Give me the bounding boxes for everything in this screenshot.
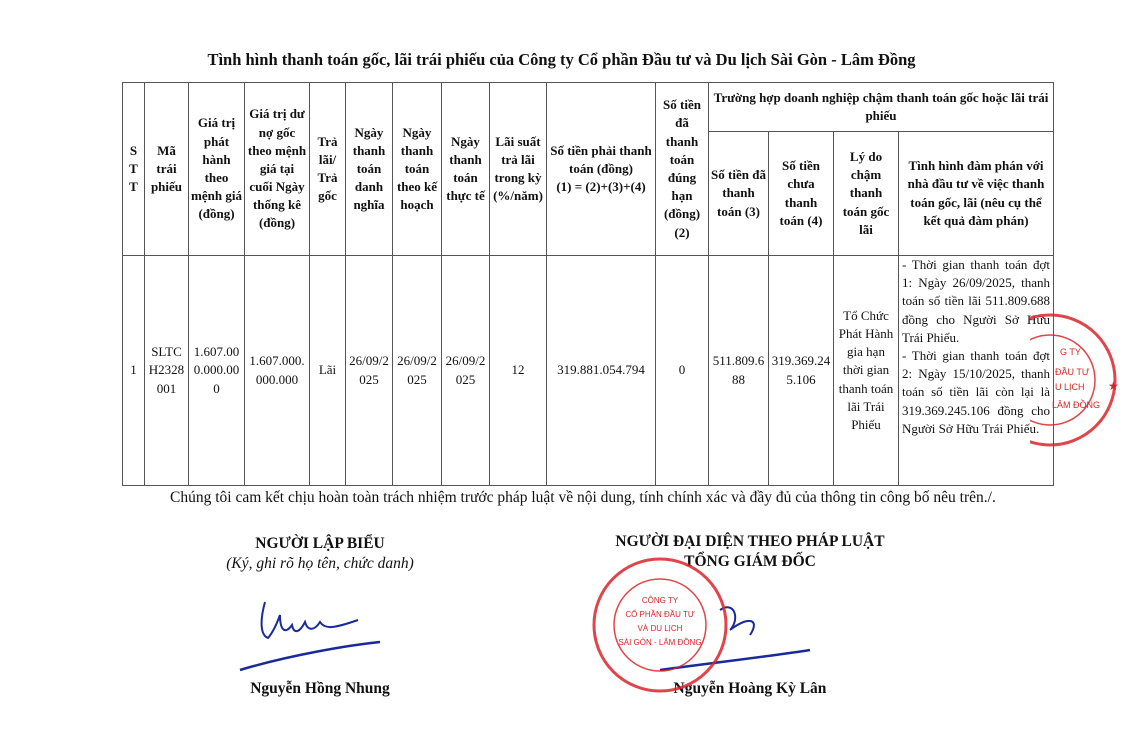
header-formula: (1) = (2)+(3)+(4) [556, 179, 646, 195]
cell-issue-value: 1.607.000.000.000 [189, 256, 245, 486]
svg-text:CÔNG TY: CÔNG TY [641, 596, 679, 605]
commitment-text: Chúng tôi cam kết chịu hoàn toàn trách nhiệm trước pháp luật về nội dung, tính chính xác và đầy đủ của thông tin công bố nêu trên./. [170, 489, 996, 506]
header-stt: S T T [123, 83, 145, 256]
svg-text:ĐẦU TƯ: ĐẦU TƯ [1055, 367, 1090, 377]
negotiation-phase-2: - Thời gian thanh toán đợt 2: Ngày 15/10/2025, thanh toán số tiền lãi còn lại là 319.369.245.106 đồng cho Người Sở Hữu Trái Phiếu. [902, 347, 1050, 436]
cell-paid: 511.809.688 [709, 256, 769, 486]
svg-text:G TY: G TY [1060, 347, 1081, 357]
header-pay-type: Trả lãi/ Trả gốc [310, 83, 346, 256]
svg-text:U LỊCH: U LỊCH [1055, 382, 1085, 392]
cell-actual-date: 26/09/2025 [442, 256, 490, 486]
header-amount-due-label: Số tiền phải thanh toán (đồng) [550, 142, 652, 176]
header-negotiation: Tình hình đàm phán với nhà đầu tư về việc thanh toán gốc, lãi (nêu cụ thể kết quả đàm phán) [899, 132, 1054, 256]
cell-pay-type: Lãi [310, 256, 346, 486]
cell-stt: 1 [123, 256, 145, 486]
header-nominal-date: Ngày thanh toán danh nghĩa [346, 83, 393, 256]
header-outstanding: Giá trị dư nợ gốc theo mệnh giá tại cuối Ngày thống kê (đồng) [245, 83, 310, 256]
header-late-reason: Lý do chậm thanh toán gốc lãi [834, 132, 899, 256]
company-stamp [590, 555, 730, 695]
header-amount-due [547, 83, 656, 256]
representative-title: TỔNG GIÁM ĐỐC [684, 553, 816, 570]
preparer-signature [230, 590, 390, 680]
cell-paid-on-time: 0 [656, 256, 709, 486]
negotiation-phase-1: - Thời gian thanh toán đợt 1: Ngày 26/09/2025, thanh toán số tiền lãi 511.809.688 đồng cho Người Sở Hữu Trái Phiếu. [902, 257, 1050, 345]
header-unpaid: Số tiền chưa thanh toán (4) [769, 132, 834, 256]
bond-payment-table [122, 82, 1054, 486]
left-signature-block [200, 535, 440, 573]
header-bond-code: Mã trái phiếu [145, 83, 189, 256]
header-interest-rate: Lãi suất trả lãi trong kỳ (%/năm) [490, 83, 547, 256]
preparer-name: Nguyễn Hồng Nhung [250, 680, 390, 697]
svg-text:VÀ DU LỊCH: VÀ DU LỊCH [637, 624, 683, 633]
representative-role: NGƯỜI ĐẠI DIỆN THEO PHÁP LUẬT [615, 533, 885, 550]
cell-late-reason: Tổ Chức Phát Hành gia hạn thời gian thanh toán lãi Trái Phiếu [834, 256, 899, 486]
company-stamp-partial [1030, 300, 1123, 460]
document-title: Tình hình thanh toán gốc, lãi trái phiếu của Công ty Cổ phần Đầu tư và Du lịch Sài Gòn - Lâm Đồng [207, 50, 916, 69]
preparer-role: NGƯỜI LẬP BIỂU [255, 535, 385, 552]
svg-text:LÂM ĐỒNG: LÂM ĐỒNG [1052, 400, 1101, 410]
cell-bond-code: SLTCH2328001 [145, 256, 189, 486]
svg-text:SÀI GÒN - LÂM ĐỒNG: SÀI GÒN - LÂM ĐỒNG [618, 638, 702, 647]
table-row [123, 256, 1054, 486]
cell-planned-date: 26/09/2025 [393, 256, 442, 486]
header-late-group: Trường hợp doanh nghiệp chậm thanh toán gốc hoặc lãi trái phiếu [709, 83, 1054, 132]
cell-nominal-date: 26/09/2025 [346, 256, 393, 486]
cell-outstanding: 1.607.000.000.000 [245, 256, 310, 486]
header-planned-date: Ngày thanh toán theo kế hoạch [393, 83, 442, 256]
cell-amount-due: 319.881.054.794 [547, 256, 656, 486]
header-paid: Số tiền đã thanh toán (3) [709, 132, 769, 256]
representative-name: Nguyễn Hoàng Kỳ Lân [673, 680, 827, 697]
preparer-note: (Ký, ghi rõ họ tên, chức danh) [226, 555, 414, 572]
cell-unpaid: 319.369.245.106 [769, 256, 834, 486]
header-paid-on-time: Số tiền đã thanh toán đúng hạn (đồng) (2) [656, 83, 709, 256]
header-issue-value: Giá trị phát hành theo mệnh giá (đồng) [189, 83, 245, 256]
svg-text:★: ★ [1108, 379, 1119, 393]
cell-interest-rate: 12 [490, 256, 547, 486]
svg-text:CỔ PHẦN ĐẦU TƯ: CỔ PHẦN ĐẦU TƯ [625, 610, 695, 619]
header-actual-date: Ngày thanh toán thực tế [442, 83, 490, 256]
